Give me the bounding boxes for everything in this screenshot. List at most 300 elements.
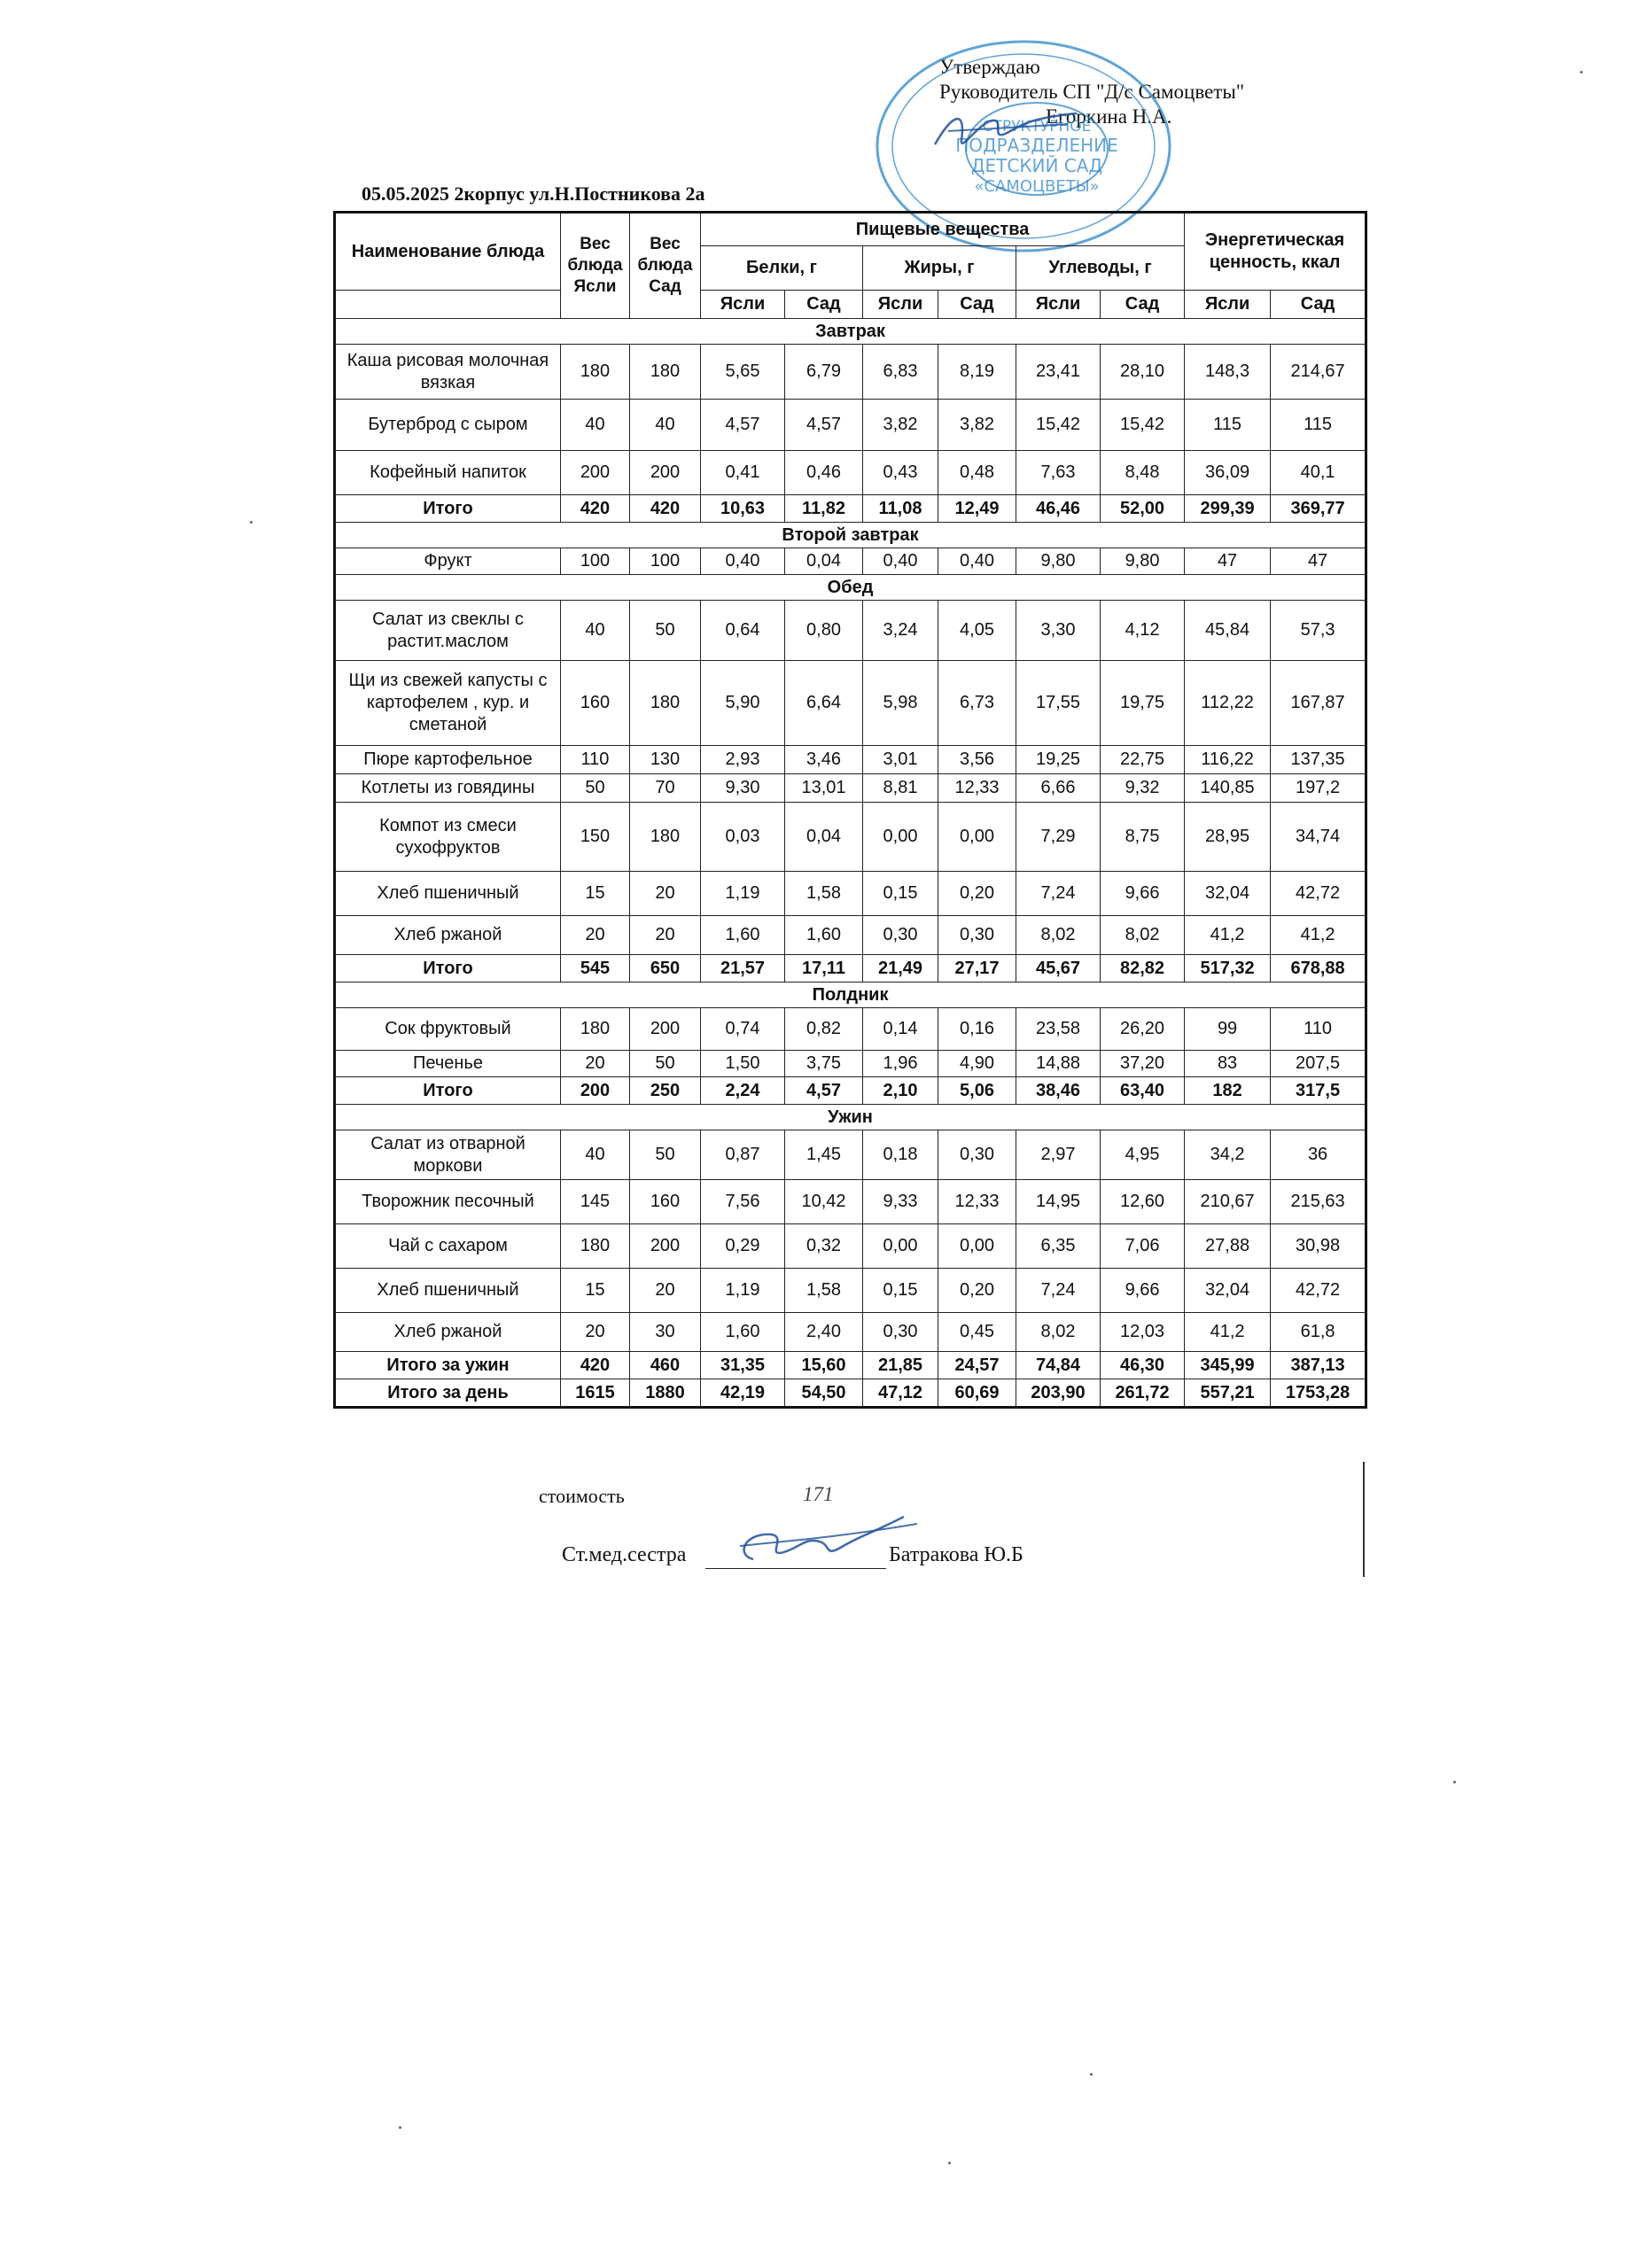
section-title: Обед — [335, 575, 1366, 601]
dish-name-cell: Пюре картофельное — [335, 746, 561, 774]
value-cell: 46,30 — [1101, 1352, 1185, 1379]
value-cell: 0,00 — [863, 803, 938, 872]
value-cell: 37,20 — [1101, 1051, 1185, 1077]
value-cell: 7,24 — [1016, 872, 1101, 916]
value-cell: 99 — [1185, 1008, 1271, 1051]
value-cell: 2,40 — [785, 1313, 863, 1352]
value-cell: 180 — [561, 1008, 630, 1051]
value-cell: 167,87 — [1271, 661, 1366, 746]
value-cell: 26,20 — [1101, 1008, 1185, 1051]
nurse-label: Ст.мед.сестра — [562, 1543, 687, 1566]
value-cell: 47,12 — [863, 1379, 938, 1408]
value-cell: 1,19 — [701, 1269, 785, 1313]
dish-name-cell: Итого за ужин — [335, 1352, 561, 1379]
value-cell: 140,85 — [1185, 774, 1271, 803]
value-cell: 9,80 — [1016, 548, 1101, 575]
value-cell: 20 — [630, 872, 701, 916]
table-row — [335, 601, 1366, 661]
value-cell: 0,00 — [938, 1224, 1016, 1269]
value-cell: 215,63 — [1271, 1180, 1366, 1224]
table-row — [335, 1008, 1366, 1051]
table-row — [335, 803, 1366, 872]
value-cell: 160 — [630, 1180, 701, 1224]
svg-text:ПОДРАЗДЕЛЕНИЕ: ПОДРАЗДЕЛЕНИЕ — [955, 135, 1118, 156]
value-cell: 115 — [1185, 400, 1271, 451]
section-title: Второй завтрак — [335, 523, 1366, 548]
value-cell: 21,57 — [701, 955, 785, 983]
col-dish-spacer — [335, 291, 561, 319]
value-cell: 50 — [630, 601, 701, 661]
value-cell: 1,58 — [785, 872, 863, 916]
value-cell: 47 — [1271, 548, 1366, 575]
value-cell: 28,95 — [1185, 803, 1271, 872]
table-row — [335, 548, 1366, 575]
value-cell: 1,19 — [701, 872, 785, 916]
value-cell: 1,60 — [701, 916, 785, 955]
dish-name-cell: Итого — [335, 1077, 561, 1105]
value-cell: 9,66 — [1101, 1269, 1185, 1313]
value-cell: 0,30 — [863, 1313, 938, 1352]
sub-garden: Сад — [1271, 291, 1366, 319]
value-cell: 0,82 — [785, 1008, 863, 1051]
value-cell: 20 — [630, 1269, 701, 1313]
value-cell: 0,48 — [938, 451, 1016, 495]
value-cell: 1,60 — [701, 1313, 785, 1352]
dish-name-cell: Щи из свежей капусты с картофелем , кур. и сметаной — [335, 661, 561, 746]
table-row — [335, 1269, 1366, 1313]
col-dish-header: Наименование блюда — [335, 213, 561, 291]
value-cell: 0,46 — [785, 451, 863, 495]
value-cell: 1753,28 — [1271, 1379, 1366, 1408]
value-cell: 0,03 — [701, 803, 785, 872]
sub-nursery: Ясли — [863, 291, 938, 319]
value-cell: 8,19 — [938, 345, 1016, 400]
value-cell: 8,81 — [863, 774, 938, 803]
value-cell: 200 — [630, 451, 701, 495]
value-cell: 250 — [630, 1077, 701, 1105]
value-cell: 4,57 — [785, 400, 863, 451]
value-cell: 0,41 — [701, 451, 785, 495]
value-cell: 61,8 — [1271, 1313, 1366, 1352]
value-cell: 210,67 — [1185, 1180, 1271, 1224]
value-cell: 9,30 — [701, 774, 785, 803]
value-cell: 2,93 — [701, 746, 785, 774]
value-cell: 22,75 — [1101, 746, 1185, 774]
value-cell: 0,40 — [701, 548, 785, 575]
value-cell: 0,15 — [863, 1269, 938, 1313]
value-cell: 3,30 — [1016, 601, 1101, 661]
table-row — [335, 661, 1366, 746]
value-cell: 4,57 — [785, 1077, 863, 1105]
value-cell: 45,67 — [1016, 955, 1101, 983]
value-cell: 12,33 — [938, 774, 1016, 803]
value-cell: 14,88 — [1016, 1051, 1101, 1077]
value-cell: 0,04 — [785, 803, 863, 872]
value-cell: 2,97 — [1016, 1130, 1101, 1180]
value-cell: 4,05 — [938, 601, 1016, 661]
value-cell: 214,67 — [1271, 345, 1366, 400]
value-cell: 200 — [630, 1224, 701, 1269]
value-cell: 0,30 — [863, 916, 938, 955]
svg-text:ДЕТСКИЙ САД: ДЕТСКИЙ САД — [970, 155, 1103, 176]
value-cell: 83 — [1185, 1051, 1271, 1077]
value-cell: 8,75 — [1101, 803, 1185, 872]
scan-speck — [399, 2126, 401, 2129]
value-cell: 7,29 — [1016, 803, 1101, 872]
value-cell: 11,08 — [863, 495, 938, 523]
table-row — [335, 774, 1366, 803]
value-cell: 369,77 — [1271, 495, 1366, 523]
value-cell: 180 — [630, 661, 701, 746]
value-cell: 110 — [1271, 1008, 1366, 1051]
value-cell: 9,66 — [1101, 872, 1185, 916]
value-cell: 34,74 — [1271, 803, 1366, 872]
value-cell: 200 — [561, 451, 630, 495]
value-cell: 12,33 — [938, 1180, 1016, 1224]
value-cell: 42,19 — [701, 1379, 785, 1408]
value-cell: 12,03 — [1101, 1313, 1185, 1352]
value-cell: 20 — [630, 916, 701, 955]
value-cell: 299,39 — [1185, 495, 1271, 523]
section-title: Завтрак — [335, 319, 1366, 345]
value-cell: 4,12 — [1101, 601, 1185, 661]
value-cell: 23,41 — [1016, 345, 1101, 400]
dish-name-cell: Печенье — [335, 1051, 561, 1077]
value-cell: 15,60 — [785, 1352, 863, 1379]
value-cell: 46,46 — [1016, 495, 1101, 523]
value-cell: 3,82 — [938, 400, 1016, 451]
dish-name-cell: Хлеб ржаной — [335, 1313, 561, 1352]
total-row — [335, 495, 1366, 523]
nurse-name: Батракова Ю.Б — [889, 1543, 1023, 1566]
value-cell: 3,82 — [863, 400, 938, 451]
value-cell: 8,02 — [1101, 916, 1185, 955]
value-cell: 1615 — [561, 1379, 630, 1408]
value-cell: 20 — [561, 1051, 630, 1077]
value-cell: 20 — [561, 1313, 630, 1352]
section-title: Ужин — [335, 1105, 1366, 1130]
value-cell: 8,02 — [1016, 1313, 1101, 1352]
value-cell: 6,35 — [1016, 1224, 1101, 1269]
sub-nursery: Ясли — [1185, 291, 1271, 319]
dish-name-cell: Салат из отварной моркови — [335, 1130, 561, 1180]
value-cell: 40 — [561, 400, 630, 451]
value-cell: 9,33 — [863, 1180, 938, 1224]
value-cell: 1,58 — [785, 1269, 863, 1313]
table-row — [335, 1130, 1366, 1180]
value-cell: 5,06 — [938, 1077, 1016, 1105]
value-cell: 45,84 — [1185, 601, 1271, 661]
dish-name-cell: Итого за день — [335, 1379, 561, 1408]
value-cell: 2,24 — [701, 1077, 785, 1105]
value-cell: 30 — [630, 1313, 701, 1352]
value-cell: 6,73 — [938, 661, 1016, 746]
scan-speck — [948, 2162, 951, 2164]
dish-name-cell: Фрукт — [335, 548, 561, 575]
value-cell: 130 — [630, 746, 701, 774]
value-cell: 50 — [561, 774, 630, 803]
sub-garden: Сад — [938, 291, 1016, 319]
dish-name-cell: Творожник песочный — [335, 1180, 561, 1224]
table-row — [335, 1051, 1366, 1077]
value-cell: 6,64 — [785, 661, 863, 746]
value-cell: 203,90 — [1016, 1379, 1101, 1408]
value-cell: 32,04 — [1185, 872, 1271, 916]
value-cell: 41,2 — [1185, 1313, 1271, 1352]
value-cell: 557,21 — [1185, 1379, 1271, 1408]
value-cell: 41,2 — [1185, 916, 1271, 955]
value-cell: 32,04 — [1185, 1269, 1271, 1313]
value-cell: 8,02 — [1016, 916, 1101, 955]
value-cell: 57,3 — [1271, 601, 1366, 661]
col-carbs-header: Углеводы, г — [1016, 246, 1185, 291]
dish-name-cell: Котлеты из говядины — [335, 774, 561, 803]
value-cell: 116,22 — [1185, 746, 1271, 774]
value-cell: 345,99 — [1185, 1352, 1271, 1379]
value-cell: 0,15 — [863, 872, 938, 916]
section-row — [335, 983, 1366, 1008]
value-cell: 420 — [561, 1352, 630, 1379]
table-row — [335, 916, 1366, 955]
section-row — [335, 523, 1366, 548]
value-cell: 0,40 — [863, 548, 938, 575]
table-row — [335, 872, 1366, 916]
value-cell: 9,80 — [1101, 548, 1185, 575]
value-cell: 0,00 — [938, 803, 1016, 872]
col-fat-header: Жиры, г — [863, 246, 1016, 291]
value-cell: 0,45 — [938, 1313, 1016, 1352]
total-row — [335, 1352, 1366, 1379]
value-cell: 6,79 — [785, 345, 863, 400]
svg-text:«САМОЦВЕТЫ»: «САМОЦВЕТЫ» — [974, 177, 1100, 196]
cost-label: стоимость — [539, 1485, 625, 1507]
value-cell: 5,90 — [701, 661, 785, 746]
value-cell: 197,2 — [1271, 774, 1366, 803]
value-cell: 10,63 — [701, 495, 785, 523]
value-cell: 150 — [561, 803, 630, 872]
value-cell: 517,32 — [1185, 955, 1271, 983]
value-cell: 13,01 — [785, 774, 863, 803]
value-cell: 460 — [630, 1352, 701, 1379]
col-weight-garden-header: Вес блюда Сад — [630, 213, 701, 319]
value-cell: 0,40 — [938, 548, 1016, 575]
approval-title: Утверждаю — [939, 56, 1040, 78]
value-cell: 38,46 — [1016, 1077, 1101, 1105]
value-cell: 180 — [630, 345, 701, 400]
section-row — [335, 575, 1366, 601]
value-cell: 1,60 — [785, 916, 863, 955]
value-cell: 1880 — [630, 1379, 701, 1408]
value-cell: 2,10 — [863, 1077, 938, 1105]
table-row — [335, 746, 1366, 774]
value-cell: 54,50 — [785, 1379, 863, 1408]
value-cell: 40 — [561, 601, 630, 661]
value-cell: 40 — [630, 400, 701, 451]
value-cell: 9,32 — [1101, 774, 1185, 803]
value-cell: 15,42 — [1101, 400, 1185, 451]
sub-nursery: Ясли — [1016, 291, 1101, 319]
value-cell: 34,2 — [1185, 1130, 1271, 1180]
value-cell: 0,32 — [785, 1224, 863, 1269]
value-cell: 17,55 — [1016, 661, 1101, 746]
section-row — [335, 1105, 1366, 1130]
section-title: Полдник — [335, 983, 1366, 1008]
sub-garden: Сад — [1101, 291, 1185, 319]
value-cell: 3,56 — [938, 746, 1016, 774]
value-cell: 112,22 — [1185, 661, 1271, 746]
value-cell: 137,35 — [1271, 746, 1366, 774]
value-cell: 0,74 — [701, 1008, 785, 1051]
value-cell: 24,57 — [938, 1352, 1016, 1379]
value-cell: 21,85 — [863, 1352, 938, 1379]
value-cell: 420 — [561, 495, 630, 523]
value-cell: 36,09 — [1185, 451, 1271, 495]
value-cell: 0,29 — [701, 1224, 785, 1269]
sub-nursery: Ясли — [701, 291, 785, 319]
value-cell: 7,06 — [1101, 1224, 1185, 1269]
value-cell: 50 — [630, 1130, 701, 1180]
value-cell: 3,46 — [785, 746, 863, 774]
director-signature — [926, 105, 1086, 158]
dish-name-cell: Чай с сахаром — [335, 1224, 561, 1269]
value-cell: 23,58 — [1016, 1008, 1101, 1051]
value-cell: 20 — [561, 916, 630, 955]
value-cell: 47 — [1185, 548, 1271, 575]
value-cell: 52,00 — [1101, 495, 1185, 523]
sub-garden: Сад — [785, 291, 863, 319]
value-cell: 12,60 — [1101, 1180, 1185, 1224]
value-cell: 207,5 — [1271, 1051, 1366, 1077]
svg-text:СТРУКТУРНОЕ: СТРУКТУРНОЕ — [982, 118, 1092, 136]
value-cell: 3,75 — [785, 1051, 863, 1077]
value-cell: 12,49 — [938, 495, 1016, 523]
value-cell: 70 — [630, 774, 701, 803]
value-cell: 1,50 — [701, 1051, 785, 1077]
value-cell: 1,96 — [863, 1051, 938, 1077]
value-cell: 0,18 — [863, 1130, 938, 1180]
value-cell: 63,40 — [1101, 1077, 1185, 1105]
value-cell: 0,30 — [938, 916, 1016, 955]
table-row — [335, 451, 1366, 495]
value-cell: 4,57 — [701, 400, 785, 451]
value-cell: 180 — [630, 803, 701, 872]
value-cell: 387,13 — [1271, 1352, 1366, 1379]
value-cell: 420 — [630, 495, 701, 523]
value-cell: 30,98 — [1271, 1224, 1366, 1269]
value-cell: 4,95 — [1101, 1130, 1185, 1180]
table-row — [335, 1313, 1366, 1352]
total-row — [335, 955, 1366, 983]
value-cell: 0,80 — [785, 601, 863, 661]
table-row — [335, 345, 1366, 400]
value-cell: 50 — [630, 1051, 701, 1077]
dish-name-cell: Сок фруктовый — [335, 1008, 561, 1051]
value-cell: 145 — [561, 1180, 630, 1224]
value-cell: 21,49 — [863, 955, 938, 983]
dish-name-cell: Итого — [335, 955, 561, 983]
value-cell: 100 — [630, 548, 701, 575]
dish-name-cell: Бутерброд с сыром — [335, 400, 561, 451]
value-cell: 0,20 — [938, 872, 1016, 916]
value-cell: 82,82 — [1101, 955, 1185, 983]
value-cell: 650 — [630, 955, 701, 983]
value-cell: 0,87 — [701, 1130, 785, 1180]
value-cell: 0,16 — [938, 1008, 1016, 1051]
value-cell: 41,2 — [1271, 916, 1366, 955]
value-cell: 28,10 — [1101, 345, 1185, 400]
value-cell: 148,3 — [1185, 345, 1271, 400]
value-cell: 1,45 — [785, 1130, 863, 1180]
value-cell: 6,66 — [1016, 774, 1101, 803]
value-cell: 3,24 — [863, 601, 938, 661]
value-cell: 8,48 — [1101, 451, 1185, 495]
value-cell: 14,95 — [1016, 1180, 1101, 1224]
value-cell: 5,65 — [701, 345, 785, 400]
value-cell: 4,90 — [938, 1051, 1016, 1077]
menu-table — [333, 211, 1367, 1409]
table-row — [335, 1224, 1366, 1269]
dish-name-cell: Кофейный напиток — [335, 451, 561, 495]
value-cell: 160 — [561, 661, 630, 746]
value-cell: 7,63 — [1016, 451, 1101, 495]
value-cell: 3,01 — [863, 746, 938, 774]
value-cell: 27,17 — [938, 955, 1016, 983]
value-cell: 0,04 — [785, 548, 863, 575]
value-cell: 545 — [561, 955, 630, 983]
value-cell: 0,30 — [938, 1130, 1016, 1180]
value-cell: 0,20 — [938, 1269, 1016, 1313]
col-nutrients-header: Пищевые вещества — [701, 213, 1185, 246]
dish-name-cell: Компот из смеси сухофруктов — [335, 803, 561, 872]
value-cell: 10,42 — [785, 1180, 863, 1224]
value-cell: 0,43 — [863, 451, 938, 495]
cost-value: 171 — [803, 1483, 834, 1505]
dish-name-cell: Хлеб пшеничный — [335, 872, 561, 916]
value-cell: 110 — [561, 746, 630, 774]
value-cell: 11,82 — [785, 495, 863, 523]
value-cell: 0,14 — [863, 1008, 938, 1051]
value-cell: 42,72 — [1271, 872, 1366, 916]
value-cell: 74,84 — [1016, 1352, 1101, 1379]
value-cell: 15 — [561, 872, 630, 916]
value-cell: 27,88 — [1185, 1224, 1271, 1269]
value-cell: 31,35 — [701, 1352, 785, 1379]
approval-name: Егоркина Н.А. — [1046, 105, 1172, 128]
scan-speck — [1580, 71, 1583, 74]
value-cell: 7,24 — [1016, 1269, 1101, 1313]
value-cell: 40,1 — [1271, 451, 1366, 495]
value-cell: 180 — [561, 345, 630, 400]
value-cell: 42,72 — [1271, 1269, 1366, 1313]
value-cell: 17,11 — [785, 955, 863, 983]
table-row — [335, 400, 1366, 451]
value-cell: 0,00 — [863, 1224, 938, 1269]
scan-speck — [1090, 2073, 1093, 2076]
col-energy-header: Энергетическая ценность, ккал — [1185, 213, 1366, 291]
section-row — [335, 319, 1366, 345]
value-cell: 261,72 — [1101, 1379, 1185, 1408]
document-header: 05.05.2025 2корпус ул.Н.Постникова 2а — [362, 183, 705, 205]
table-row — [335, 1180, 1366, 1224]
value-cell: 678,88 — [1271, 955, 1366, 983]
total-row — [335, 1077, 1366, 1105]
scan-speck — [1453, 1781, 1456, 1783]
value-cell: 200 — [561, 1077, 630, 1105]
value-cell: 6,83 — [863, 345, 938, 400]
col-weight-nursery-header: Вес блюда Ясли — [561, 213, 630, 319]
value-cell: 182 — [1185, 1077, 1271, 1105]
value-cell: 36 — [1271, 1130, 1366, 1180]
